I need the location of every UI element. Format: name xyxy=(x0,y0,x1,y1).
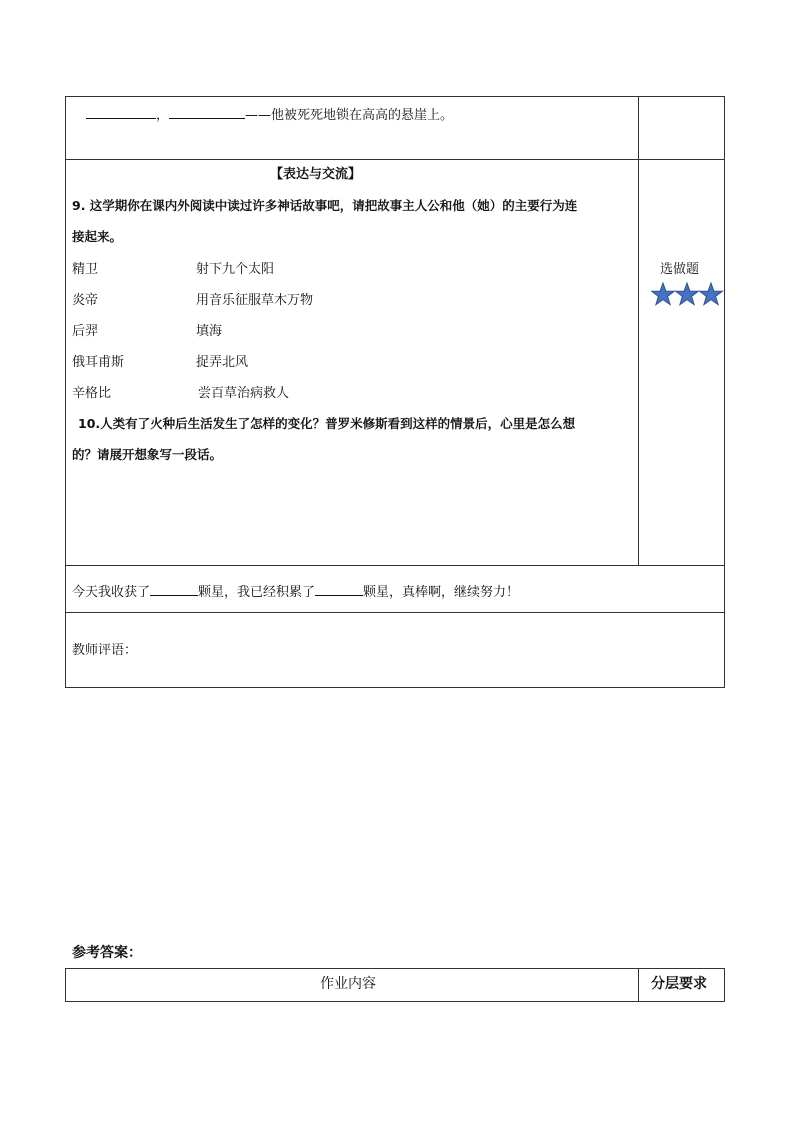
table-column-divider xyxy=(638,96,639,565)
question-9-line-1: 9. 这学期你在课内外阅读中读过许多神话故事吧，请把故事主人公和他（她）的主要行为连 xyxy=(72,198,578,213)
hero-action[interactable]: 用音乐征服草木万物 xyxy=(196,293,314,308)
comma-text: ， xyxy=(156,108,170,123)
stars-total-blank[interactable] xyxy=(315,583,363,596)
question-10-line-1: 10.人类有了火种后生活发生了怎样的变化？普罗米修斯看到这样的情景后，心里是怎么想 xyxy=(78,416,576,431)
question-10-line-2: 的？请展开想象写一段话。 xyxy=(72,447,223,462)
star-icon xyxy=(652,283,675,305)
answers-table-divider xyxy=(638,968,639,1002)
teacher-comment-label: 教师评语： xyxy=(72,643,138,658)
table-bottom-border xyxy=(65,687,725,688)
table-row-divider-1 xyxy=(65,159,725,160)
section-heading: 【表达与交流】 xyxy=(270,167,362,182)
answers-table-left xyxy=(65,968,66,1002)
question-9-line-2: 接起来。 xyxy=(72,229,123,244)
answers-table-right xyxy=(724,968,725,1002)
table-row-divider-2 xyxy=(65,565,725,566)
answer-blank-1[interactable] xyxy=(86,106,156,119)
answer-blank-2[interactable] xyxy=(169,106,245,119)
answers-table-bottom xyxy=(65,1001,725,1002)
answers-title: 参考答案： xyxy=(72,945,142,961)
answers-header-requirements: 分层要求 xyxy=(651,976,707,992)
answers-header-content: 作业内容 xyxy=(320,976,376,992)
summary-part-3: 颗星，真棒啊，继续努力！ xyxy=(363,585,520,600)
answers-table-top xyxy=(65,968,725,969)
fill-in-sentence xyxy=(86,106,453,122)
hero-action[interactable]: 尝百草治病救人 xyxy=(198,386,290,401)
hero-name[interactable]: 俄耳甫斯 xyxy=(72,355,125,370)
hero-name[interactable]: 炎帝 xyxy=(72,293,99,308)
hero-name[interactable]: 辛格比 xyxy=(72,386,112,401)
table-left-border xyxy=(65,96,66,688)
hero-name[interactable]: 后羿 xyxy=(72,324,99,339)
star-icon xyxy=(700,283,723,305)
summary-part-1: 今天我收获了 xyxy=(72,585,151,600)
star-icon xyxy=(676,283,699,305)
hero-name[interactable]: 精卫 xyxy=(72,262,99,277)
table-row-divider-3 xyxy=(65,612,725,613)
table-top-border xyxy=(65,96,725,97)
star-summary xyxy=(72,583,519,599)
summary-part-2: 颗星，我已经积累了 xyxy=(198,585,316,600)
hero-action[interactable]: 捉弄北风 xyxy=(196,355,249,370)
optional-question-label: 选做题 xyxy=(660,262,700,277)
sentence-tail: ——他被死死地锁在高高的悬崖上。 xyxy=(245,108,454,123)
table-right-border xyxy=(724,96,725,688)
hero-action[interactable]: 射下九个太阳 xyxy=(196,262,275,277)
difficulty-stars xyxy=(651,282,725,308)
hero-action[interactable]: 填海 xyxy=(196,324,223,339)
stars-earned-blank[interactable] xyxy=(150,583,198,596)
